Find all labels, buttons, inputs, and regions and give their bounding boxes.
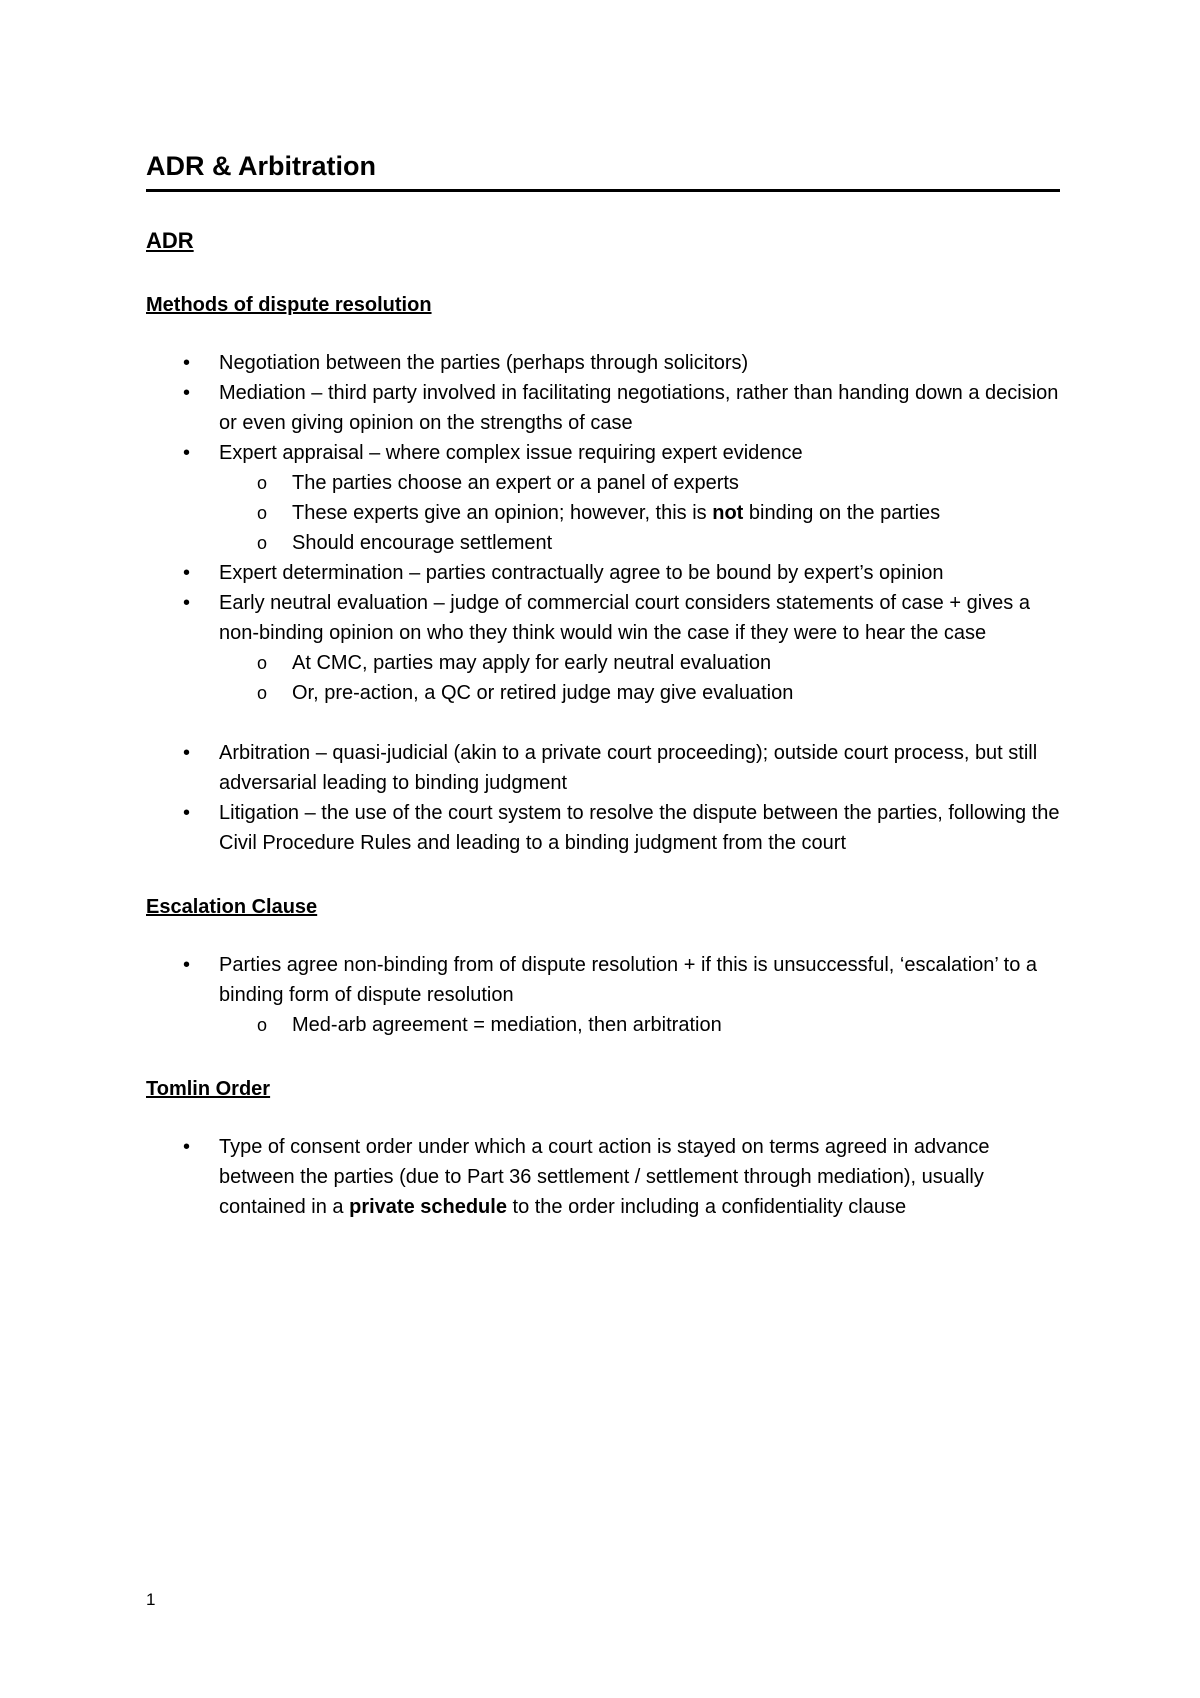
sub-list-item: o Or, pre-action, a QC or retired judge may give evaluation [219,678,1060,708]
tomlin-list [146,1132,1060,1222]
document-title: ADR & Arbitration [146,151,376,181]
early-neutral-evaluation-sublist [219,648,1060,708]
sub-item-text: These experts give an opinion; however, this is [292,502,713,524]
list-item-early-neutral-evaluation [146,588,1060,708]
section-heading-adr: ADR [146,228,194,253]
subheading-methods: Methods of dispute resolution [146,294,432,316]
sub-list-item: o Should encourage settlement [219,528,1060,558]
list-item-expert-determination [146,558,1060,588]
sub-list-item: o At CMC, parties may apply for early neutral evaluation [219,648,1060,678]
list-item-text: Parties agree non-binding from of dispute resolution + if this is unsuccessful, ‘escalation’ to a binding form of dispute resolution [219,954,1038,1006]
expert-appraisal-sublist [219,468,1060,558]
subheading-escalation-clause: Escalation Clause [146,896,318,918]
page-number: 1 [146,1590,156,1609]
list-item-tomlin [146,1132,1060,1222]
methods-list [146,348,1060,858]
list-item-arbitration [146,738,1060,798]
list-item-text: Negotiation between the parties (perhaps through solicitors) [219,352,749,374]
list-item-negotiation [146,348,1060,378]
sub-list-item [219,498,1060,528]
title-underline-rule [146,189,1060,192]
escalation-list [146,950,1060,1040]
sub-list-item: o Med-arb agreement = mediation, then arbitration [219,1010,1060,1040]
list-item-text: Early neutral evaluation – judge of commercial court considers statements of case + gives a non-binding opinion on who they think would win the case if they were to hear the case [219,592,1030,644]
list-item-litigation [146,798,1060,858]
document-content [146,146,1060,1222]
subheading-tomlin-order: Tomlin Order [146,1078,271,1100]
list-item-text: Type of consent order under which a court action is stayed on terms agreed in advance between the parties (due to Part 36 settlement / settlement through mediation), usually contained in a [219,1136,990,1218]
list-item-text: Arbitration – quasi-judicial (akin to a private court proceeding); outside court process, but still adversarial leading to binding judgment [219,742,1038,794]
emphasis-not: not [712,502,744,524]
list-item-text: Litigation – the use of the court system to resolve the dispute between the parties, following the Civil Procedure Rules and leading to a binding judgment from the court [219,802,1060,854]
list-item-mediation [146,378,1060,438]
sub-list-item: o The parties choose an expert or a panel of experts [219,468,1060,498]
list-item-text: to the order including a confidentiality clause [506,1196,907,1218]
list-item-escalation [146,950,1060,1040]
sub-item-text: binding on the parties [743,502,941,524]
list-item-text: Expert determination – parties contractually agree to be bound by expert’s opinion [219,562,944,584]
escalation-sublist [219,1010,1060,1040]
emphasis-private-schedule: private schedule [349,1196,507,1218]
list-item-text: Mediation – third party involved in facilitating negotiations, rather than handing down a decision or even giving opinion on the strengths of case [219,382,1059,434]
list-item-text: Expert appraisal – where complex issue requiring expert evidence [219,442,803,464]
list-item-expert-appraisal [146,438,1060,558]
